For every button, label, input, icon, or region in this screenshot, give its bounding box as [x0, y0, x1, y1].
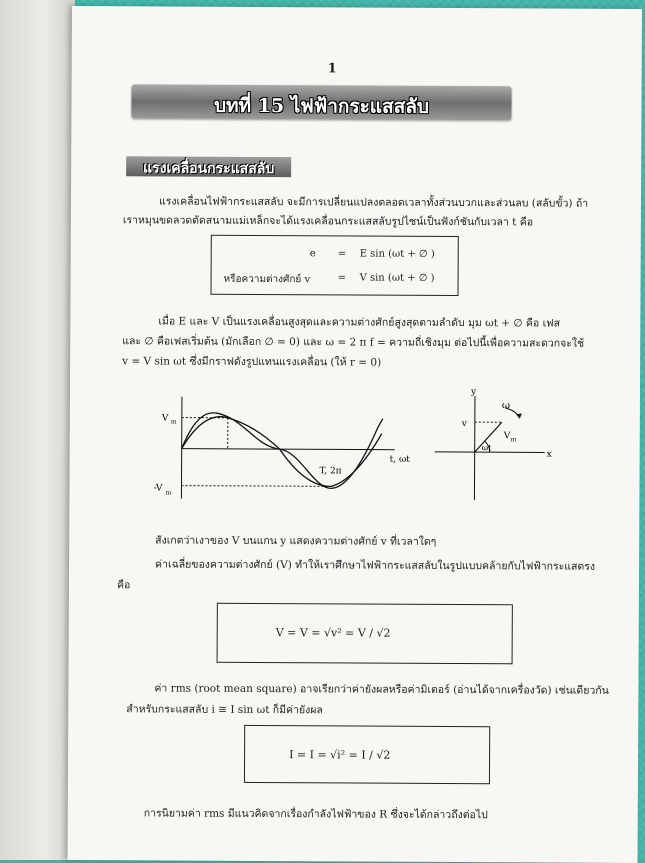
- phasor-vm-sub: m: [511, 436, 517, 443]
- neg-vm-sub: m: [165, 489, 171, 496]
- previous-page-edge: [0, 0, 75, 860]
- paragraph-6: การนิยามค่า rms มีแนวคิดจากเรื่องกำลังไฟฟ้าของ R ซึ่งจะได้กล่าวถึงต่อไป: [144, 804, 488, 823]
- page-number: 1: [328, 61, 337, 76]
- section-title-banner: [126, 156, 291, 177]
- neg-vm-dash-line: [181, 486, 331, 487]
- vm-sub: m: [171, 419, 177, 426]
- document-page: [68, 6, 642, 863]
- phasor-y-label: y: [470, 387, 477, 397]
- paragraph-5-line-1: ค่า rms (root mean square) อาจเรียกว่าค่ายังผลหรือค่ามิเตอร์ (อ่านได้จากเครื่องวัด) เช่นเดียวกัน: [154, 679, 608, 698]
- paragraph-5-line-2: สำหรับกระแสสลับ i ≅ I sin ωt ก็มีค่ายังผล: [126, 700, 323, 718]
- period-label: T, 2π: [320, 466, 342, 476]
- phasor-x-label: x: [547, 449, 552, 459]
- paragraph-1-line-1: แรงเคลื่อนไฟฟ้ากระแสสลับ จะมีการเปลี่ยนแปลงตลอดเวลาทั้งส่วนบวกและส่วนลบ (สลับขั้ว) ถ้า: [159, 192, 588, 211]
- sine-curve: [181, 413, 382, 489]
- paragraph-2-line-1: เมื่อ E และ V เป็นแรงเคลื่อนสูงสุดและความต่างศักย์สูงสุดตามลำดับ มุม ωt + ∅ คือ เฟส: [158, 312, 560, 331]
- paragraph-4-line-2: คือ: [117, 576, 130, 593]
- phasor-angle-label: ωt: [482, 443, 493, 452]
- paragraph-1-line-2: เราหมุนขดลวดตัดสนามแม่เหล็กจะได้แรงเคลื่อนกระแสสลับรูปไซน์เป็นฟังก์ชันกับเวลา t คือ: [123, 211, 533, 230]
- section-title: แรงเคลื่อนกระแสสลับ: [126, 157, 291, 180]
- paragraph-4-line-1: ค่าเฉลี่ยของความต่างศักย์ (V) ทำให้เราศึกษาไฟฟ้ากระแสสลับในรูปแบบคล้ายกับไฟฟ้ากระแสตรง: [155, 555, 595, 574]
- eq2-rhs: V sin (ωt + ∅ ): [360, 273, 435, 284]
- sine-x-axis: [182, 449, 395, 450]
- eq2-label: หรือความต่างศักย์ v: [224, 272, 311, 287]
- phasor-vm-label: V: [503, 431, 511, 441]
- vm-label: V: [161, 413, 169, 423]
- sine-curve-overlay: [181, 416, 381, 486]
- eq1-rhs: E sin (ωt + ∅ ): [360, 249, 435, 260]
- phasor-v-label: v: [461, 419, 468, 429]
- phasor-y-axis: [474, 396, 475, 500]
- paragraph-2-line-3: v = V sin ωt ซึ่งมีกราฟดังรูปแทนแรงเคลื่อน (ให้ r = 0): [122, 352, 381, 370]
- x-axis-label: t, ωt: [390, 455, 411, 465]
- paragraph-3: สังเกตว่าเงาของ V บนแกน y แสดงความต่างศักย์ v ที่เวลาใดๆ: [155, 531, 436, 549]
- chapter-title-banner: [131, 84, 511, 120]
- sine-wave-graph: [149, 386, 570, 508]
- chapter-title: บทที่ 15 ไฟฟ้ากระแสสลับ: [131, 90, 511, 122]
- eq1-lhs: e: [310, 248, 316, 259]
- equation-box-4: [244, 725, 490, 784]
- equation-box-3: [217, 603, 513, 665]
- phasor-omega: ω: [502, 400, 510, 411]
- irms-equation: I = I = √i² = I / √2: [289, 748, 390, 762]
- vrms-equation: V = V = √v² = V / √2: [276, 626, 391, 640]
- paragraph-2-line-2: และ ∅ คือเฟสเริ่มต้น (มักเลือก ∅ = 0) และ ω = 2 π f = ความถี่เชิงมุม ต่อไปนี้เพื่อความสะดวกจะใช้: [122, 332, 584, 351]
- equation-box-1: [210, 235, 458, 296]
- neg-vm-label: -V: [153, 483, 162, 493]
- eq2-equals: =: [338, 272, 346, 283]
- eq1-equals: =: [338, 248, 346, 259]
